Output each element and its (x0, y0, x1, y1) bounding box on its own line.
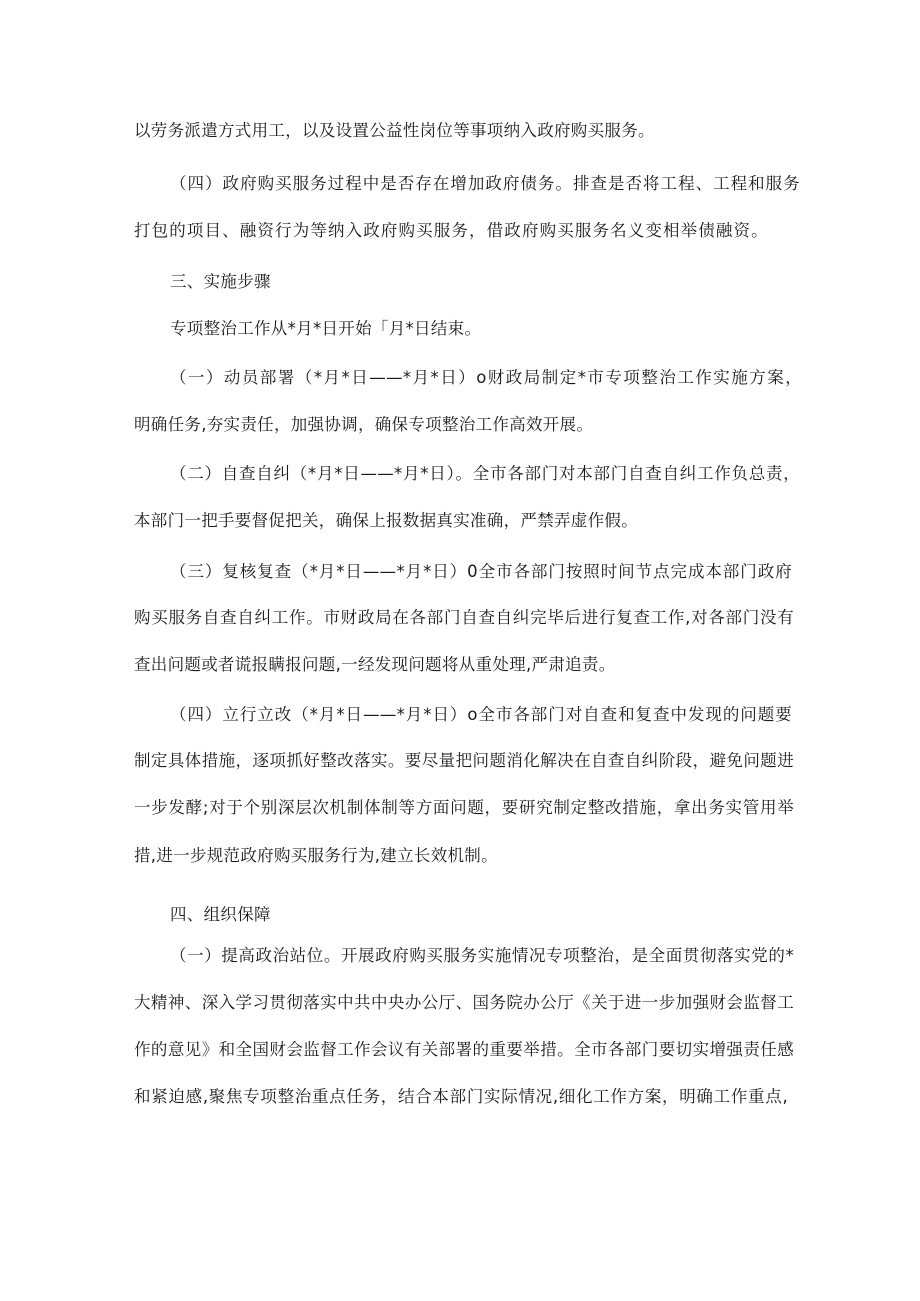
body-line-15: 一步发酵;对于个别深层次机制体制等方面问题，要研究制定整改措施，拿出务实管用举 (134, 798, 794, 817)
body-line-12: 查出问题或者谎报瞒报问题,一经发现问题将从重处理,严肃追责。 (134, 655, 616, 674)
body-line-1: 以劳务派遣方式用工，以及设置公益性岗位等事项纳入政府购买服务。 (134, 121, 655, 140)
body-line-10: （三）复核复查（*月*日——*月*日）0全市各部门按照时间节点完成本部门政府 (170, 562, 792, 581)
body-line-13: （四）立行立改（*月*日——*月*日）o全市各部门对自查和复查中发现的问题要 (170, 705, 792, 724)
body-line-3: 打包的项目、融资行为等纳入政府购买服务，借政府购买服务名义变相举债融资。 (134, 221, 768, 240)
body-line-11: 购买服务自查自纠工作。市财政局在各部门自查自纠完毕后进行复查工作,对各部门没有 (134, 608, 794, 627)
body-line-2: （四）政府购买服务过程中是否存在增加政府债务。排查是否将工程、工程和服务 (170, 174, 800, 193)
body-line-16: 措,进一步规范政府购买服务行为,建立长效机制。 (134, 846, 498, 865)
body-line-7: 明确任务,夯实责任，加强协调，确保专项整治工作高效开展。 (134, 415, 594, 434)
section-heading-4: 四、组织保障 (170, 905, 271, 924)
body-line-19: 大精神、深入学习贯彻落实中共中央办公厅、国务院办公厅《关于进一步加强财会监督工 (134, 993, 794, 1012)
body-line-18: （一）提高政治站位。开展政府购买服务实施情况专项整治，是全面贯彻落实党的* (170, 946, 794, 965)
body-line-6: （一）动员部署（*月*日——*月*日）o财政局制定*市专项整治工作实施方案， (170, 368, 802, 387)
body-line-9: 本部门一把手要督促把关，确保上报数据真实准确，严禁弄虚作假。 (134, 511, 638, 530)
body-line-14: 制定具体措施，逐项抓好整改落实。要尽量把问题消化解决在自查自纠阶段，避免问题进 (134, 751, 794, 770)
body-line-20: 作的意见》和全国财会监督工作会议有关部署的重要举措。全市各部门要切实增强责任感 (134, 1040, 794, 1059)
body-line-5: 专项整治工作从*月*日开始「月*日结束。 (170, 319, 482, 338)
section-heading-3: 三、实施步骤 (170, 272, 271, 291)
body-line-8: （二）自查自纠（*月*日——*月*日）。全市各部门对本部门自查自纠工作负总责， (170, 464, 800, 483)
body-line-21: 和紧迫感,聚焦专项整治重点任务，结合本部门实际情况,细化工作方案，明确工作重点, (134, 1087, 788, 1106)
